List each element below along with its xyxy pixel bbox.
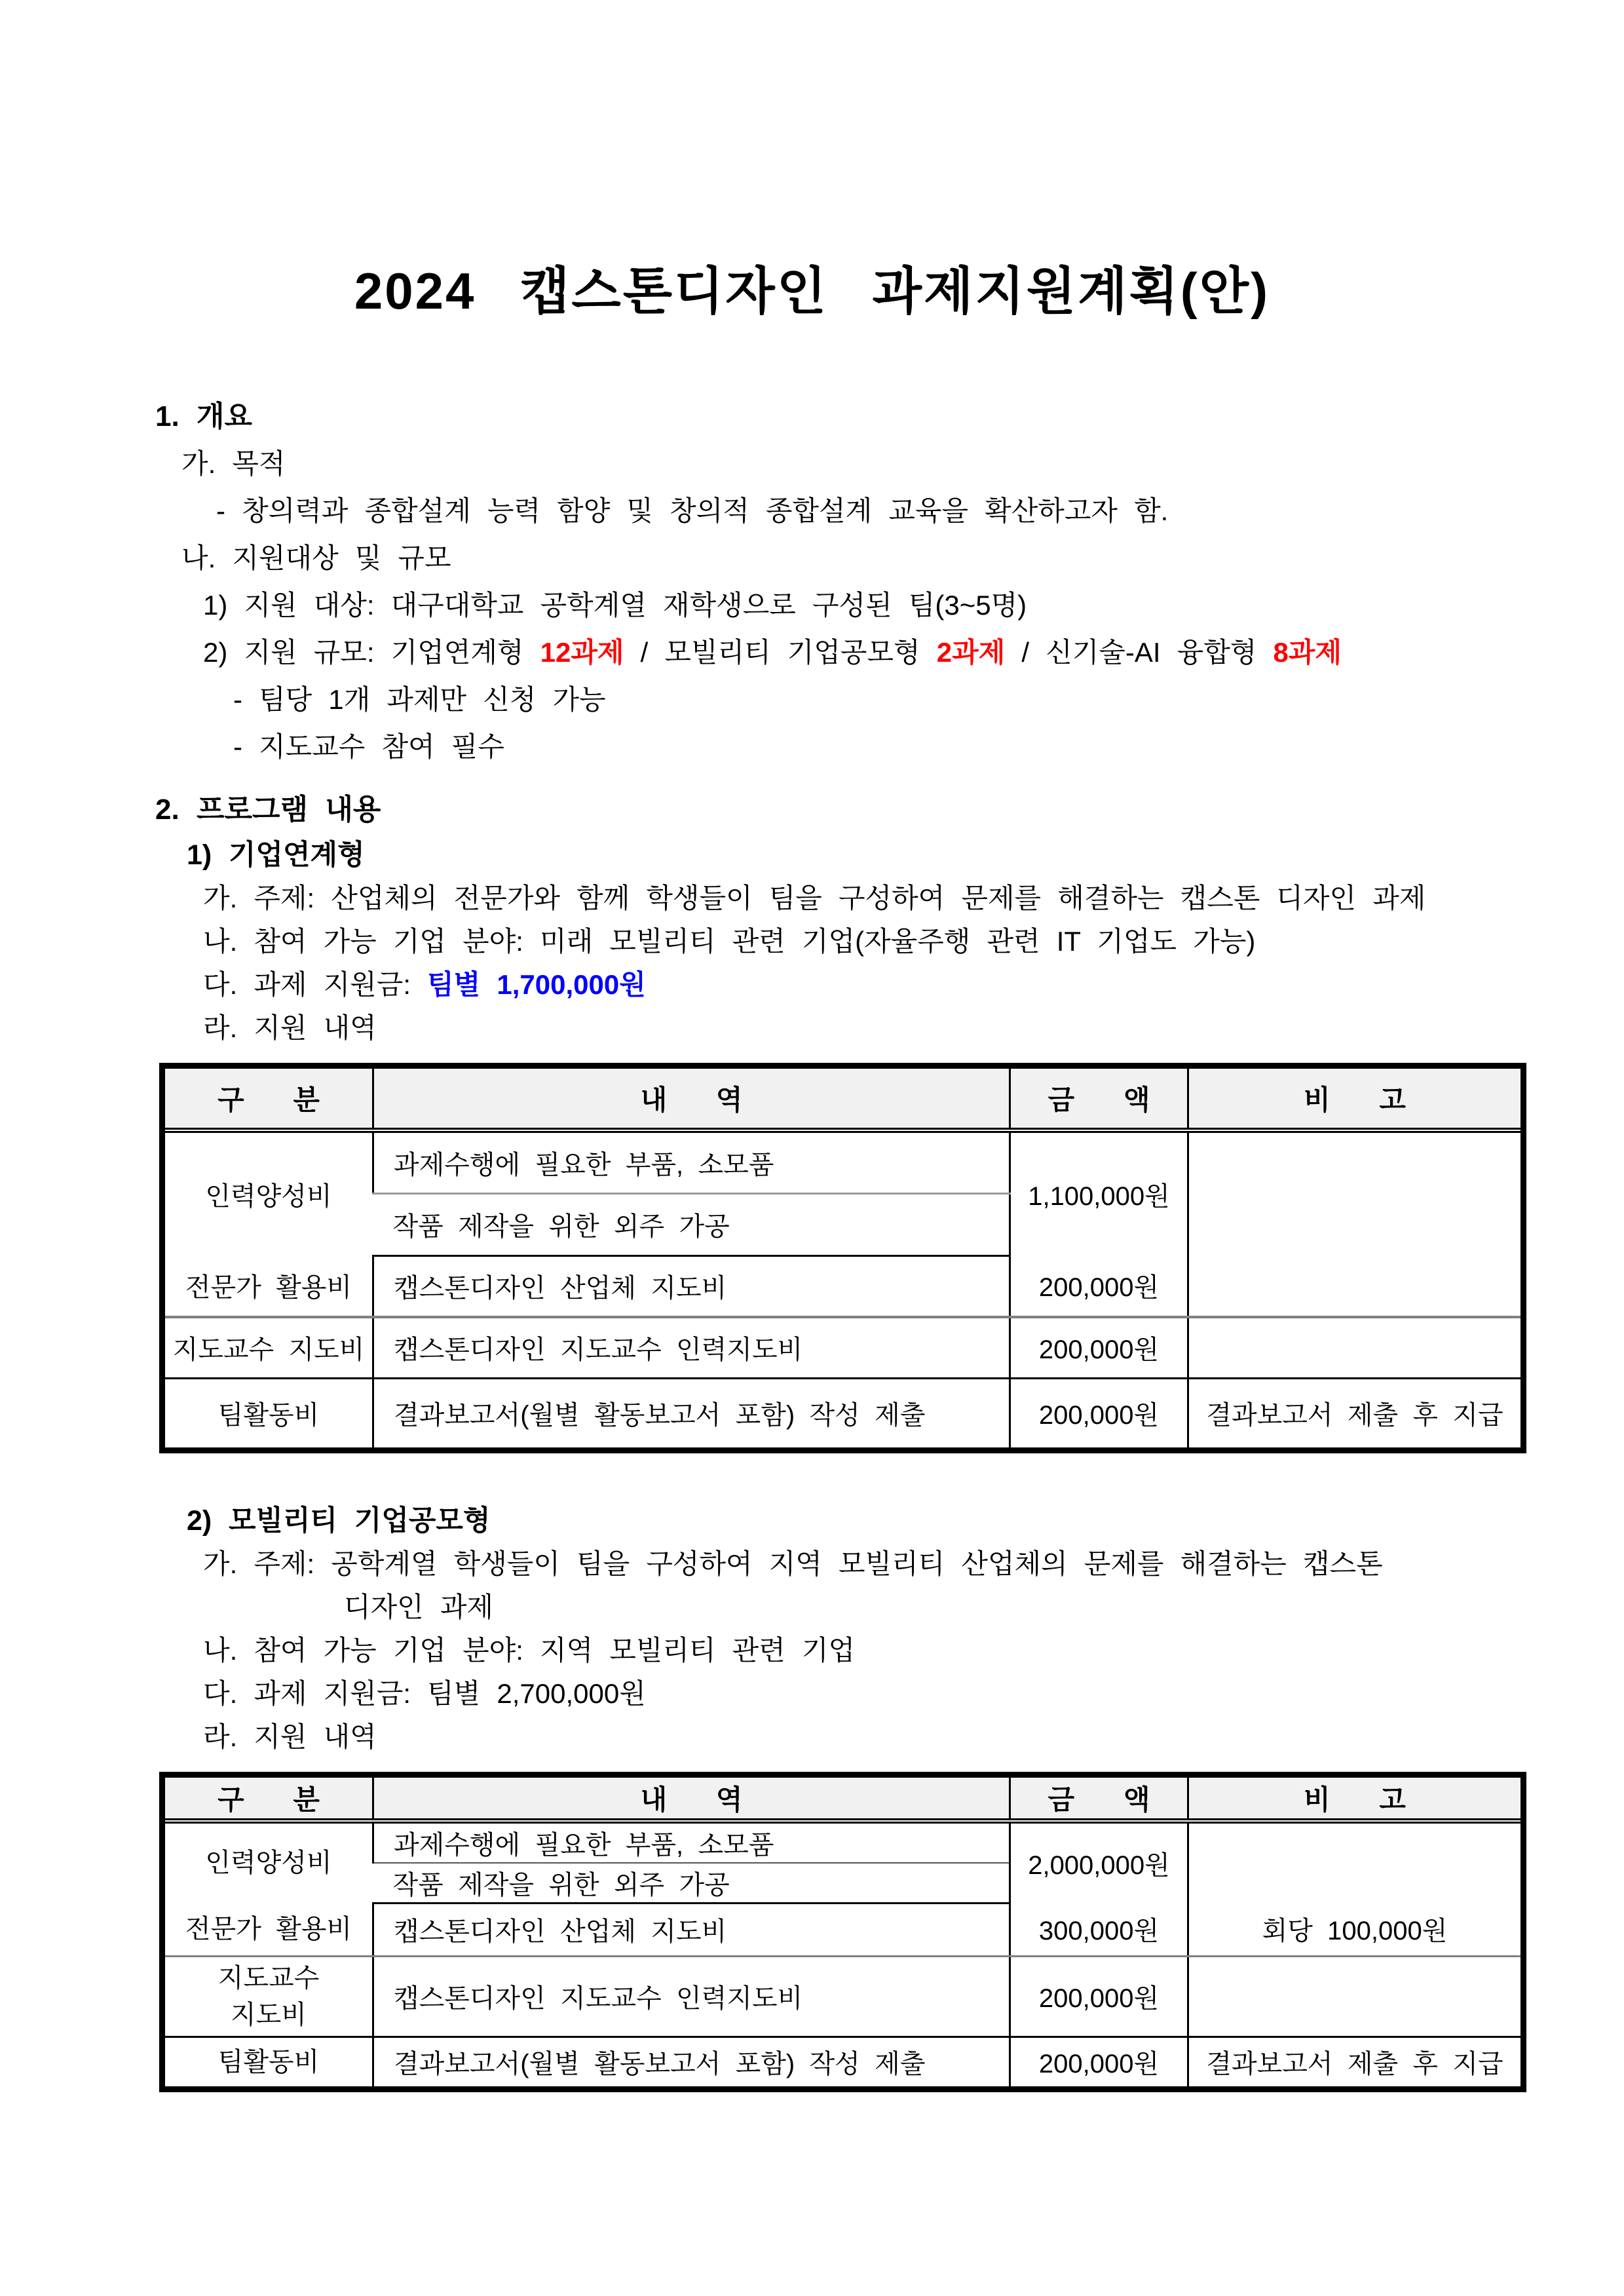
table-row xyxy=(162,1130,1524,1194)
amount-cell: 200,000원 xyxy=(1010,1255,1188,1317)
table-header-row xyxy=(162,1774,1524,1821)
item-cell: 작품 제작을 위한 외주 가공 xyxy=(373,1863,1010,1904)
item-cell: 과제수행에 필요한 부품, 소모품 xyxy=(373,1130,1010,1194)
category-cell: 인력양성비 xyxy=(205,1181,332,1211)
scale-count-3: 8과제 xyxy=(1273,636,1342,668)
item-cell: 결과보고서(월별 활동보고서 포함) 작성 제출 xyxy=(373,2037,1010,2089)
table-header-row xyxy=(162,1065,1524,1130)
support-scale-item xyxy=(203,629,1624,676)
category-cell: 전문가 활용비 xyxy=(162,1255,373,1317)
support-table-2 xyxy=(159,1772,1526,2092)
amount-cell: 200,000원 xyxy=(1010,2037,1188,2089)
note-cell xyxy=(1188,1956,1524,2037)
table-row xyxy=(162,1378,1524,1450)
item-cell: 캡스톤디자인 지도교수 인력지도비 xyxy=(373,1317,1010,1379)
note-cell xyxy=(1188,1130,1524,1256)
purpose-item: - 창의력과 종합설계 능력 함양 및 창의적 종합설계 교육을 확산하고자 함. xyxy=(216,495,1169,526)
table-row xyxy=(162,1956,1524,2037)
scale-prefix: 2) 지원 규모: 기업연계형 xyxy=(203,636,540,668)
header-category: 구 분 xyxy=(162,1065,373,1130)
category-line2: 지도비 xyxy=(231,2000,307,2029)
program1-fund xyxy=(203,963,1624,1006)
amount-cell: 200,000원 xyxy=(1010,1378,1188,1450)
amount-cell: 2,000,000원 xyxy=(1010,1821,1188,1904)
scale-separator-1: / 모빌리티 기업공모형 xyxy=(624,636,937,668)
amount-cell: 300,000원 xyxy=(1010,1903,1188,1956)
program1-companies: 나. 참여 가능 기업 분야: 미래 모빌리티 관련 기업(자율주행 관련 IT 기업도 가능) xyxy=(203,925,1256,957)
amount-cell: 200,000원 xyxy=(1010,1956,1188,2037)
fund-label: 다. 과제 지원금: xyxy=(203,968,428,1000)
table-row xyxy=(162,1317,1524,1379)
item-cell: 작품 제작을 위한 외주 가공 xyxy=(373,1193,1010,1255)
category-cell: 전문가 활용비 xyxy=(162,1903,373,1956)
header-item: 내 역 xyxy=(373,1065,1010,1130)
category-cell: 인력양성비 xyxy=(205,1848,332,1878)
category-cell: 팀활동비 xyxy=(217,1401,320,1430)
category-cell: 지도교수 지도비 xyxy=(162,1317,373,1379)
section1-heading: 1. 개요 xyxy=(155,400,253,432)
item-cell: 캡스톤디자인 지도교수 인력지도비 xyxy=(373,1956,1010,2037)
program2-companies: 나. 참여 가능 기업 분야: 지역 모빌리티 관련 기업 xyxy=(203,1634,856,1666)
program1-topic: 가. 주제: 산업체의 전문가와 함께 학생들이 팀을 구성하여 문제를 해결하는 캡스톤 디자인 과제 xyxy=(203,882,1426,913)
program1-support-label: 라. 지원 내역 xyxy=(203,1012,377,1043)
item-cell: 결과보고서(월별 활동보고서 포함) 작성 제출 xyxy=(373,1378,1010,1450)
header-amount: 금 액 xyxy=(1010,1774,1188,1821)
amount-cell: 1,100,000원 xyxy=(1010,1130,1188,1256)
program2-fund: 다. 과제 지원금: 팀별 2,700,000원 xyxy=(203,1677,646,1709)
item-cell: 캡스톤디자인 산업체 지도비 xyxy=(373,1903,1010,1956)
document-title: 2024 캡스톤디자인 과제지원계획(안) xyxy=(354,262,1270,320)
item-cell: 과제수행에 필요한 부품, 소모품 xyxy=(373,1821,1010,1863)
note-cell: 결과보고서 제출 후 지급 xyxy=(1188,1378,1524,1450)
table-row xyxy=(162,1255,1524,1317)
note-cell xyxy=(1188,1317,1524,1379)
scale-count-2: 2과제 xyxy=(936,636,1006,668)
header-note: 비 고 xyxy=(1188,1774,1524,1821)
program2-support-label: 라. 지원 내역 xyxy=(203,1721,377,1752)
scale-separator-2: / 신기술-AI 융합형 xyxy=(1005,636,1274,668)
category-line1: 지도교수 xyxy=(217,1963,320,1993)
category-cell: 팀활동비 xyxy=(217,2047,320,2076)
section2-heading: 2. 프로그램 내용 xyxy=(155,793,381,826)
note-cell xyxy=(1188,1821,1524,1904)
table-row xyxy=(162,1903,1524,1956)
header-category: 구 분 xyxy=(162,1774,373,1821)
note-cell xyxy=(1188,1255,1524,1317)
header-item: 내 역 xyxy=(373,1774,1010,1821)
item-cell: 캡스톤디자인 산업체 지도비 xyxy=(373,1255,1010,1317)
support-target-item: 1) 지원 대상: 대구대학교 공학계열 재학생으로 구성된 팀(3~5명) xyxy=(203,589,1027,621)
note-cell: 결과보고서 제출 후 지급 xyxy=(1188,2037,1524,2089)
header-note: 비 고 xyxy=(1188,1065,1524,1130)
purpose-label: 가. 목적 xyxy=(181,448,286,479)
scale-count-1: 12과제 xyxy=(540,636,624,668)
header-amount: 금 액 xyxy=(1010,1065,1188,1130)
program2-topic-line1: 가. 주제: 공학계열 학생들이 팀을 구성하여 지역 모빌리티 산업체의 문제를 해결하는 캡스톤 xyxy=(203,1548,1383,1579)
note-one-project: - 팀당 1개 과제만 신청 가능 xyxy=(233,683,606,715)
scope-label: 나. 지원대상 및 규모 xyxy=(181,542,451,573)
note-cell: 회당 100,000원 xyxy=(1188,1903,1524,1956)
category-cell xyxy=(162,1956,373,2037)
support-table-1 xyxy=(159,1063,1526,1453)
program1-heading: 1) 기업연계형 xyxy=(187,839,365,871)
table-row xyxy=(162,2037,1524,2089)
amount-cell: 200,000원 xyxy=(1010,1317,1188,1379)
note-professor-required: - 지도교수 참여 필수 xyxy=(233,731,504,762)
program2-topic-line2: 디자인 과제 xyxy=(344,1591,493,1622)
fund-amount-highlight: 팀별 1,700,000원 xyxy=(427,968,646,1000)
program2-heading: 2) 모빌리티 기업공모형 xyxy=(187,1504,491,1537)
table-row xyxy=(162,1821,1524,1863)
